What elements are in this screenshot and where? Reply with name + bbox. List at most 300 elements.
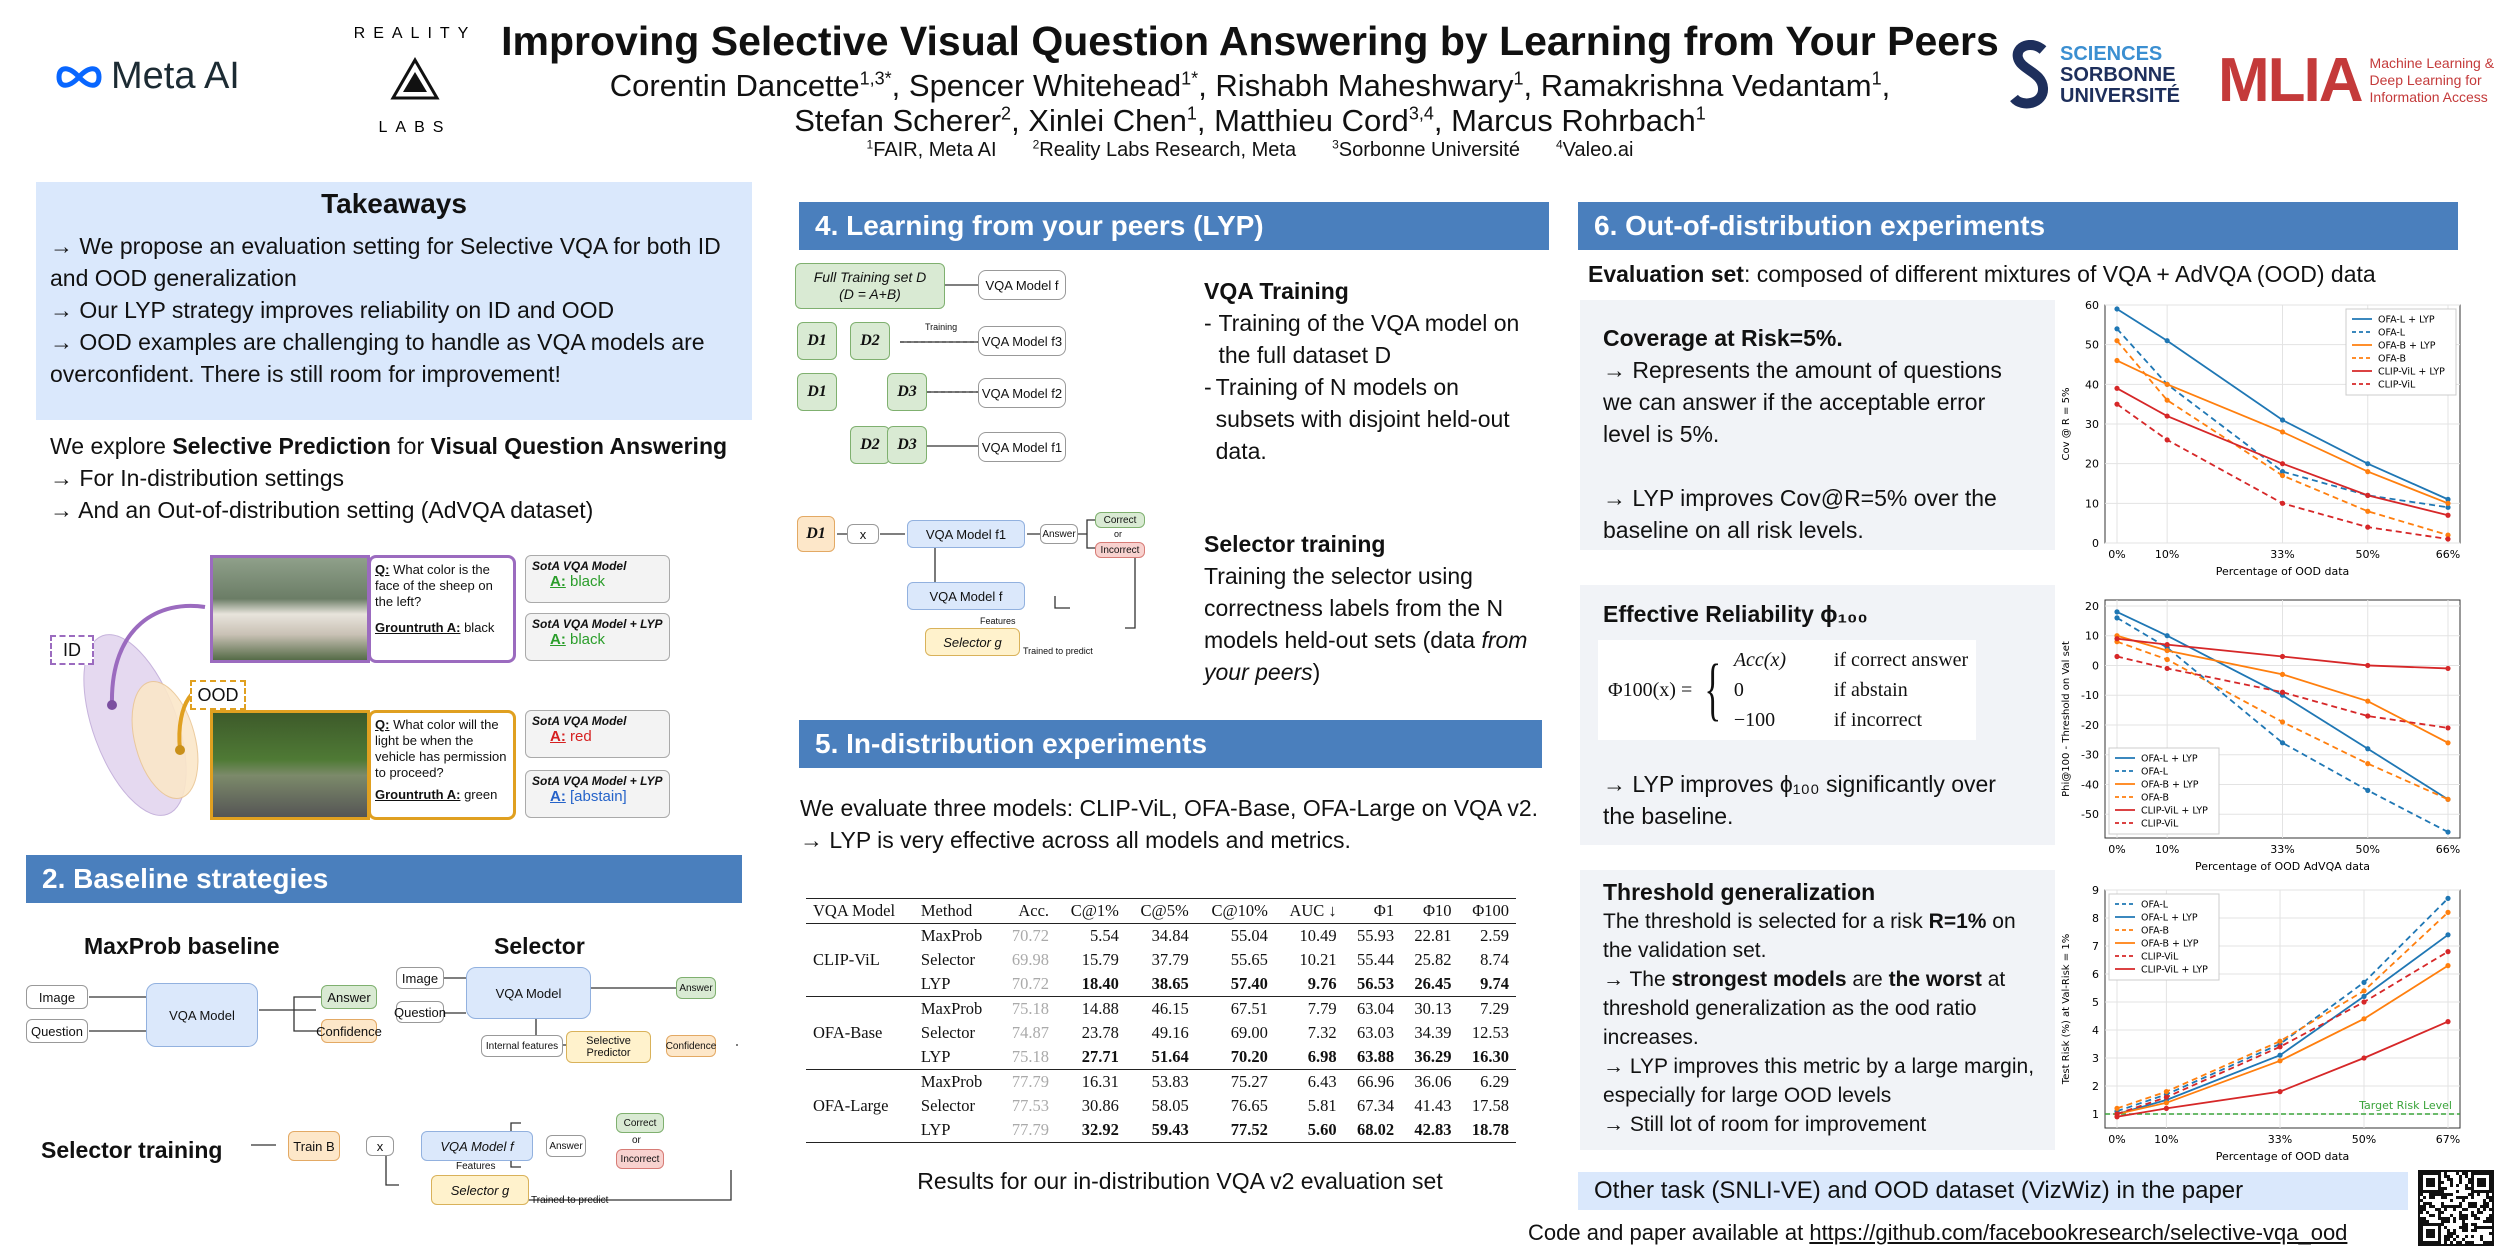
example-figure: [40, 545, 680, 830]
qr-module: [2447, 1238, 2450, 1241]
x-tick-label: 10%: [2154, 548, 2180, 561]
qr-module: [2432, 1241, 2435, 1244]
qr-module: [2432, 1229, 2435, 1232]
data-point: [2114, 1106, 2119, 1111]
qr-module: [2486, 1205, 2489, 1208]
qr-module: [2471, 1235, 2474, 1238]
qr-module: [2477, 1208, 2480, 1211]
legend-label: OFA-L: [2378, 327, 2406, 339]
y-tick-label: -20: [2081, 718, 2099, 732]
qr-module: [2468, 1241, 2471, 1244]
data-point: [2114, 1114, 2119, 1119]
y-tick-label: -50: [2081, 808, 2099, 822]
table-cell: LYP: [920, 1047, 951, 1066]
qr-module: [2471, 1172, 2474, 1175]
qr-module: [2489, 1199, 2492, 1202]
qr-module: [2423, 1190, 2426, 1193]
qr-module: [2426, 1172, 2429, 1175]
qr-module: [2426, 1190, 2429, 1193]
qr-module: [2471, 1211, 2474, 1214]
st-or: or: [632, 1135, 641, 1146]
mlia-sub-2: Deep Learning for: [2369, 72, 2482, 88]
qr-module: [2432, 1196, 2435, 1199]
qr-module: [2444, 1172, 2447, 1175]
data-point: [2365, 663, 2370, 668]
data-point: [2165, 338, 2170, 343]
threshold-chart: [2055, 880, 2475, 1170]
sorbonne-line-1: SCIENCES: [2060, 42, 2163, 65]
qr-module: [2423, 1217, 2426, 1220]
qr-module: [2465, 1235, 2468, 1238]
training-label: Training: [925, 322, 958, 332]
table-cell: 70.72: [1011, 926, 1050, 945]
intro-pre: We explore: [50, 433, 173, 459]
qr-module: [2474, 1172, 2477, 1175]
qr-module: [2438, 1232, 2441, 1235]
qr-code[interactable]: [2418, 1170, 2494, 1246]
x-axis-label: Percentage of OOD data: [2215, 1150, 2350, 1163]
x-tick-label: 10%: [2154, 1133, 2179, 1146]
d1-box-row2: D1: [797, 373, 837, 411]
qr-module: [2456, 1190, 2459, 1193]
data-point: [2280, 501, 2285, 506]
qr-module: [2447, 1217, 2450, 1220]
qr-module: [2420, 1178, 2423, 1181]
qr-module: [2423, 1205, 2426, 1208]
qr-module: [2489, 1172, 2492, 1175]
intro-line-2: → For In-distribution settings: [50, 465, 345, 491]
qr-module: [2477, 1217, 2480, 1220]
d3-box-row2: D3: [887, 373, 927, 411]
qr-module: [2456, 1184, 2459, 1187]
gt-1: [375, 620, 509, 636]
qr-module: [2438, 1211, 2441, 1214]
qr-module: [2420, 1226, 2423, 1229]
qr-module: [2441, 1220, 2444, 1223]
qr-module: [2438, 1235, 2441, 1238]
qr-module: [2429, 1181, 2432, 1184]
mp-answer-box: Answer: [321, 985, 377, 1009]
selector-text-italic: from your peers: [1204, 627, 1528, 685]
qr-module: [2426, 1223, 2429, 1226]
qr-module: [2453, 1217, 2456, 1220]
data-point: [2361, 999, 2366, 1004]
table-cell: 57.40: [1230, 974, 1268, 993]
authors-line-2: Stefan Scherer$^2$, Xinlei Chen$^1$, Matthieu Cord$^{3,4}$, Marcus Rohrbach$^1$: [794, 103, 1706, 138]
qr-pattern: [2420, 1172, 2492, 1244]
question-1: [375, 562, 509, 610]
y-tick-label: -10: [2081, 689, 2099, 703]
selector-training-heading: Selector training: [1204, 531, 1386, 557]
x-tick-label: 0%: [2108, 548, 2126, 561]
affiliation-sup: 4: [1555, 137, 1563, 151]
qr-module: [2477, 1211, 2480, 1214]
y-tick-label: 5: [2092, 996, 2099, 1009]
lyp-vqa-f: VQA Model f: [978, 270, 1066, 300]
selector-training-text: [1204, 528, 1534, 688]
table-cell: 27.71: [1081, 1047, 1119, 1066]
qr-module: [2447, 1232, 2450, 1235]
qr-module: [2438, 1208, 2441, 1211]
code-pre: Code and paper available at: [1528, 1220, 1810, 1245]
takeaway-3: → OOD examples are challenging to handle as VQA models are overconfident. There is still room for improvement!: [50, 329, 705, 387]
data-point: [2114, 386, 2119, 391]
data-point: [2114, 326, 2119, 331]
qr-module: [2456, 1241, 2459, 1244]
affiliation: [1556, 139, 1633, 161]
y-tick-label: 50: [2085, 338, 2099, 352]
reliability-conclusion: → LYP improves ϕ₁₀₀ significantly over the baseline.: [1603, 771, 1996, 829]
table-row: [806, 972, 1516, 997]
qr-module: [2420, 1184, 2423, 1187]
y-tick-label: 8: [2092, 912, 2099, 925]
qr-module: [2483, 1184, 2486, 1187]
a2b-prefix: A:: [550, 788, 566, 805]
qr-module: [2435, 1241, 2438, 1244]
results-table-wrap: [806, 898, 1516, 1143]
table-cell-model: [806, 997, 914, 1022]
selector-training-title: Selector training: [41, 1137, 223, 1163]
qr-module: [2489, 1175, 2492, 1178]
eval-set-text: [1588, 258, 2468, 290]
qr-module: [2477, 1178, 2480, 1181]
y-tick-label: -40: [2081, 778, 2099, 792]
qr-module: [2420, 1211, 2423, 1214]
author-sup: 3,4: [1408, 103, 1434, 124]
author-name: Matthieu Cord: [1214, 103, 1409, 138]
qr-module: [2462, 1199, 2465, 1202]
x-tick-label: 50%: [2351, 1133, 2377, 1146]
legend-label: OFA-B + LYP: [2141, 938, 2199, 950]
qr-module: [2432, 1190, 2435, 1193]
qr-module: [2459, 1178, 2462, 1181]
qr-module: [2444, 1193, 2447, 1196]
author-sup: 2: [1001, 103, 1012, 124]
affiliation-name: FAIR, Meta AI: [873, 138, 997, 161]
data-point: [2365, 713, 2370, 718]
coverage-title: Coverage at Risk=5%.: [1603, 325, 1843, 351]
qr-module: [2444, 1220, 2447, 1223]
qr-module: [2453, 1232, 2456, 1235]
table-cell: 69.98: [1011, 950, 1050, 969]
other-task-banner: Other task (SNLI-VE) and OOD dataset (VizWiz) in the paper: [1578, 1172, 2408, 1210]
qr-module: [2438, 1223, 2441, 1226]
qr-module: [2444, 1187, 2447, 1190]
qr-module: [2423, 1220, 2426, 1223]
qr-module: [2444, 1208, 2447, 1211]
data-point: [2280, 719, 2285, 724]
full-training-label-2: (D = A+B): [839, 286, 901, 302]
table-cell: 6.98: [1307, 1047, 1337, 1066]
qr-module: [2471, 1196, 2474, 1199]
qr-module: [2465, 1241, 2468, 1244]
qr-module: [2420, 1181, 2423, 1184]
qr-module: [2465, 1226, 2468, 1229]
st2-or: or: [1114, 529, 1123, 539]
qr-module: [2420, 1223, 2423, 1226]
poster-title: Improving Selective Visual Question Answering by Learning from Your Peers: [501, 18, 1999, 64]
mlia-sub-3: Information Access: [2369, 89, 2488, 105]
qr-module: [2462, 1208, 2465, 1211]
table-cell: 68.02: [1356, 1120, 1395, 1139]
qr-module: [2480, 1190, 2483, 1193]
results-table: [806, 898, 1516, 1143]
qr-module: [2489, 1217, 2492, 1220]
data-point: [2164, 1106, 2169, 1111]
qr-module: [2429, 1193, 2432, 1196]
qr-module: [2423, 1241, 2426, 1244]
coverage-text: [1603, 322, 2033, 546]
author-name: Ramakrishna Vedantam: [1540, 68, 1872, 103]
st2-trained-to-predict: Trained to predict: [1023, 646, 1093, 656]
qr-module: [2420, 1175, 2423, 1178]
qr-module: [2477, 1226, 2480, 1229]
data-point: [2445, 910, 2450, 915]
data-point: [2445, 896, 2450, 901]
qr-module: [2471, 1187, 2474, 1190]
formula-case-2-val: 0: [1733, 679, 1744, 701]
qr-module: [2474, 1229, 2477, 1232]
legend-label: OFA-L: [2141, 766, 2169, 778]
qr-module: [2426, 1235, 2429, 1238]
qr-module: [2429, 1196, 2432, 1199]
table-cell: 32.92: [1081, 1120, 1119, 1139]
selector-training-body: [1204, 560, 1534, 688]
qr-module: [2435, 1190, 2438, 1193]
qr-module: [2468, 1205, 2471, 1208]
table-cell: 75.18: [1011, 1047, 1050, 1066]
table-cell: 5.60: [1307, 1120, 1337, 1139]
data-point: [2445, 932, 2450, 937]
qr-module: [2489, 1190, 2492, 1193]
table-cell: 77.79: [999, 1070, 1056, 1095]
table-cell: 25.82: [1414, 950, 1452, 969]
mlia-logo-text: MLIA: [2218, 46, 2362, 115]
x-tick-label: 50%: [2355, 548, 2380, 561]
table-row: [806, 1070, 1516, 1095]
table-cell: 63.04: [1344, 997, 1401, 1022]
qr-module: [2465, 1214, 2468, 1217]
qr-module: [2438, 1241, 2441, 1244]
qr-module: [2459, 1211, 2462, 1214]
vqa-training-item-1: - Training of the VQA model on the full dataset D: [1204, 307, 1534, 371]
qr-module: [2420, 1205, 2423, 1208]
qr-module: [2465, 1217, 2468, 1220]
qr-module: [2471, 1184, 2474, 1187]
x-tick-label: 50%: [2355, 843, 2380, 856]
y-tick-label: 9: [2092, 884, 2099, 897]
qr-module: [2423, 1202, 2426, 1205]
data-point: [2114, 636, 2119, 641]
answer-box-2a: [525, 710, 670, 758]
table-row: [806, 1045, 1516, 1070]
table-cell: MaxProb: [920, 926, 983, 945]
affiliation: [1332, 139, 1520, 161]
formula-box: [1598, 640, 1976, 740]
code-line: [1528, 1220, 2347, 1246]
author-name: Corentin Dancette: [609, 68, 860, 103]
qr-module: [2489, 1178, 2492, 1181]
qr-module: [2423, 1172, 2426, 1175]
qr-module: [2432, 1181, 2435, 1184]
qr-module: [2456, 1172, 2459, 1175]
qr-module: [2447, 1178, 2450, 1181]
table-cell: 63.88: [1356, 1047, 1395, 1066]
sorbonne-line-3: UNIVERSITÉ: [2060, 84, 2181, 107]
qr-module: [2474, 1205, 2477, 1208]
qr-module: [2420, 1187, 2423, 1190]
qr-module: [2420, 1208, 2423, 1211]
table-cell-model: [806, 924, 914, 949]
qr-module: [2453, 1238, 2456, 1241]
qr-module: [2429, 1202, 2432, 1205]
data-point: [2114, 615, 2119, 620]
intro-line-3: → And an Out-of-distribution setting (AdVQA dataset): [50, 497, 594, 523]
sota-lyp-label-1: SotA VQA Model + LYP: [532, 617, 663, 631]
y-tick-label: 10: [2085, 497, 2099, 511]
lyp-vqa-f1: VQA Model f1: [978, 432, 1066, 462]
author-name: Xinlei Chen: [1028, 103, 1187, 138]
qr-module: [2459, 1226, 2462, 1229]
data-point: [2445, 829, 2450, 834]
st-vqa-model-box: VQA Model f: [421, 1131, 533, 1161]
answer-2b: [532, 788, 663, 805]
qr-module: [2435, 1208, 2438, 1211]
mlia-sub-1: Machine Learning &: [2369, 55, 2495, 71]
table-cell: Selector: [920, 1096, 975, 1115]
author-sup: 1,3*: [859, 68, 892, 89]
qr-module: [2447, 1175, 2450, 1178]
code-link[interactable]: https://github.com/facebookresearch/selective-vqa_ood: [1809, 1220, 2348, 1245]
qr-module: [2468, 1193, 2471, 1196]
qr-module: [2486, 1226, 2489, 1229]
table-cell: 55.65: [1230, 950, 1268, 969]
qr-module: [2480, 1211, 2483, 1214]
qr-module: [2489, 1241, 2492, 1244]
qr-module: [2483, 1202, 2486, 1205]
takeaways-box: [36, 182, 752, 420]
table-cell: 23.78: [1081, 1023, 1119, 1042]
qr-module: [2483, 1199, 2486, 1202]
data-point: [2165, 648, 2170, 653]
qr-module: [2459, 1196, 2462, 1199]
y-tick-label: 20: [2085, 599, 2099, 613]
data-point: [2165, 382, 2170, 387]
legend-label: OFA-B: [2141, 925, 2169, 937]
qr-module: [2420, 1229, 2423, 1232]
qr-module: [2429, 1229, 2432, 1232]
table-row: [806, 997, 1516, 1022]
sel-internal-features: Internal features: [481, 1035, 563, 1057]
affiliation-sup: 3: [1332, 137, 1339, 151]
qr-module: [2489, 1232, 2492, 1235]
gt2-prefix: Grountruth A:: [375, 787, 461, 802]
data-point: [2365, 761, 2370, 766]
table-cell: 26.45: [1414, 974, 1452, 993]
qr-module: [2432, 1172, 2435, 1175]
qr-module: [2438, 1175, 2441, 1178]
gt-2: [375, 787, 509, 803]
qr-module: [2474, 1217, 2477, 1220]
qr-module: [2471, 1175, 2474, 1178]
data-point: [2361, 1016, 2366, 1021]
qr-module: [2438, 1178, 2441, 1181]
eval-set-rest: : composed of different mixtures of VQA + AdVQA (OOD) data: [1743, 261, 2376, 287]
mp-image-box: Image: [26, 985, 88, 1009]
qr-module: [2468, 1181, 2471, 1184]
qr-module: [2420, 1172, 2423, 1175]
author-name: Marcus Rohrbach: [1451, 103, 1696, 138]
a2a-text: red: [570, 728, 592, 745]
formula-case-2-cond: if abstain: [1833, 679, 1908, 701]
legend-label: OFA-L + LYP: [2141, 753, 2198, 765]
st2-features: Features: [980, 616, 1016, 626]
sel-question-box: Question: [396, 1001, 444, 1023]
table-cell: 15.79: [1081, 950, 1119, 969]
table-cell: 67.51: [1196, 997, 1275, 1022]
table-cell: 7.32: [1307, 1023, 1337, 1042]
legend-label: CLIP-ViL + LYP: [2141, 964, 2208, 976]
formula-case-3-cond: if incorrect: [1833, 709, 1923, 731]
qr-module: [2483, 1178, 2486, 1181]
sel-selective-predictor: Selective Predictor: [566, 1031, 651, 1063]
qr-module: [2486, 1220, 2489, 1223]
data-point: [2114, 654, 2119, 659]
threshold-text-1: [1603, 907, 2043, 965]
target-risk-label: Target Risk Level: [2359, 1099, 2452, 1112]
qr-module: [2471, 1193, 2474, 1196]
qr-module: [2447, 1235, 2450, 1238]
qr-module: [2465, 1229, 2468, 1232]
section-2-figure: [26, 905, 746, 1210]
qr-module: [2429, 1232, 2432, 1235]
qr-module: [2426, 1211, 2429, 1214]
table-cell: 66.96: [1344, 1070, 1401, 1095]
table-cell: 7.79: [1275, 997, 1344, 1022]
selector-text-pre: Training the selector using correctness labels from the N models held-out sets (data: [1204, 563, 1504, 653]
y-tick-label: 60: [2085, 299, 2099, 312]
table-cell: 77.53: [1011, 1096, 1050, 1115]
table-cell: 46.15: [1126, 997, 1196, 1022]
qr-module: [2489, 1196, 2492, 1199]
sel-image-box: Image: [396, 967, 444, 989]
qr-module: [2471, 1181, 2474, 1184]
author-sup: 1: [1513, 68, 1524, 89]
table-cell: 34.39: [1414, 1023, 1452, 1042]
road-image: [210, 710, 370, 820]
mlia-logo: [2218, 45, 2494, 116]
th2-b2: the worst: [1888, 968, 1982, 991]
legend-label: CLIP-ViL: [2378, 379, 2416, 391]
takeaway-2: → Our LYP strategy improves reliability on ID and OOD: [50, 297, 615, 323]
qr-module: [2471, 1202, 2474, 1205]
y-tick-label: 3: [2092, 1052, 2099, 1065]
table-row: [806, 1021, 1516, 1045]
qr-module: [2477, 1181, 2480, 1184]
vqa-training-item-1-text: Training of the VQA model on the full dataset D: [1218, 310, 1520, 368]
th1-pre: The threshold is selected for a risk: [1603, 910, 1929, 933]
table-header-cell: Method: [914, 899, 999, 924]
q1-text: What color is the face of the sheep on the left?: [375, 562, 493, 609]
qr-module: [2489, 1220, 2492, 1223]
lyp-vqa-f3: VQA Model f3: [978, 326, 1066, 356]
table-cell: 37.79: [1151, 950, 1189, 969]
maxprob-title: MaxProb baseline: [84, 933, 280, 959]
reliability-chart: [2055, 590, 2475, 880]
table-cell: 18.78: [1471, 1120, 1509, 1139]
data-point: [2280, 461, 2285, 466]
legend-label: OFA-B: [2141, 792, 2169, 804]
